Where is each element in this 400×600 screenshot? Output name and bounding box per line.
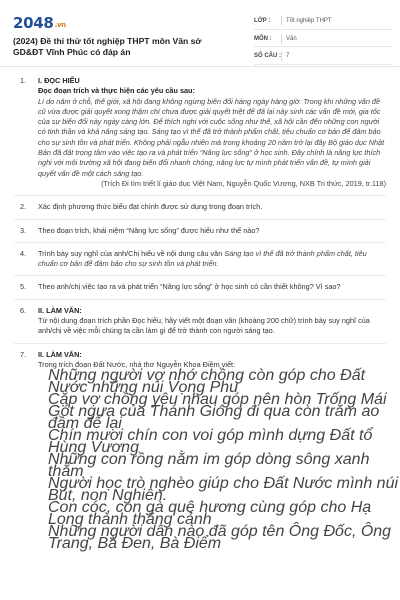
meta-separator <box>281 51 282 61</box>
section-heading: II. LÀM VĂN: <box>38 349 82 359</box>
question-7 <box>0 350 400 371</box>
question-number: 5. <box>20 282 27 292</box>
poem-line: Những người vợ nhớ chồng còn góp cho Đất Nước những núi Vọng Phu <box>48 367 366 397</box>
question-1 <box>0 76 400 189</box>
meta-separator <box>281 34 282 44</box>
question-list <box>0 76 400 600</box>
question-text-prefix: Trình bày suy nghĩ của anh/Chị hiểu về nội dung câu văn <box>38 248 225 258</box>
poem-line: Gót ngựa của Thánh Gióng đi qua còn trăm ao đầm để lại <box>48 403 380 433</box>
question-number: 2. <box>20 202 27 212</box>
meta-label: LỚP : <box>254 18 271 25</box>
question-text: Xác định phương thức biểu đạt chính được sử dụng trong đoạn trích. <box>38 202 263 212</box>
question-number: 1. <box>20 76 27 85</box>
question-number: 7. <box>20 349 27 359</box>
meta-separator <box>281 16 282 26</box>
poem-line: Cặp vợ chồng yêu nhau góp nên hòn Trống Mái <box>48 391 387 409</box>
question-3 <box>0 226 400 236</box>
meta-label: MÔN : <box>254 35 272 42</box>
divider <box>14 242 386 243</box>
poem-line: Chín mươi chín con voi góp mình dựng Đất tổ Hùng Vương <box>48 427 373 457</box>
question-2 <box>0 202 400 212</box>
divider <box>14 219 386 220</box>
meta-row-class <box>254 14 392 30</box>
section-heading: I. ĐỌC HIỂU <box>38 76 80 85</box>
site-logo[interactable] <box>13 14 66 32</box>
divider <box>14 275 386 276</box>
passage-citation: (Trích Đi tìm triết lí giáo dục Việt Nam, Nguyễn Quốc Vương, NXB Tri thức, 2019, tr.118) <box>101 178 386 188</box>
meta-value: Văn <box>286 35 297 42</box>
document-title: (2024) Đề thi thử tốt nghiệp THPT môn Văn sở GD&ĐT Vĩnh Phúc có đáp án <box>13 36 202 57</box>
divider <box>14 299 386 300</box>
meta-row-question-count <box>254 49 392 65</box>
poem-line: Những người dân nào đã góp tên Ông Đốc, Ông Trang, Bà Đen, Bà Điểm <box>48 523 392 553</box>
reading-passage: Lí do năm ở chỗ, thế giới, xã hội đang không ngừng biến đổi hàng ngày hàng giờ. Trong khi những vấn đề cũ vừa được giải quyết xong thậm chí chưa được giải quyết triệt để đã lại nảy sinh các vấn đề mới, gia tốc của sự biến đổi này ngày càng lớn. Để thích nghi với cuộc sống như thế, xã hội cần đến những con người có tinh thần và khả năng sáng tạo. Sáng tạo vì thế đã trở thành phẩm chất, tiêu chuẩn cơ bản để đảm bảo cho sự sinh tồn và phát triển. Không phải ngẫu nhiên mà trong khoảng 20 năm trở lại đây Bộ giáo dục Nhật Bản đã đặt trọng tâm vào việc tạo ra và phát triển “Năng lực sống” ở học sinh. Đây chính là năng lực thích nghi với môi trường xã hội đang biến đổi nhanh chóng, năng lực tự mình phát triển vấn đề, tự mình giải quyết vấn đề một cách sáng tạo. <box>38 96 385 178</box>
question-text: Theo đoạn trích, khái niệm “Năng lực sống” được hiểu như thế nào? <box>38 225 260 235</box>
divider <box>14 343 386 344</box>
question-text: Từ nội dung đoạn trích phần Đọc hiểu, hãy viết một đoạn văn (khoảng 200 chữ) trình bày suy nghĩ của anh/chị về việc mỗi chúng ta cần làm gì để trở thành con người sáng tạo. <box>38 316 370 336</box>
question-4 <box>0 249 400 270</box>
document-meta <box>254 14 392 67</box>
meta-row-subject <box>254 32 392 48</box>
logo-tld: .vn <box>54 21 66 29</box>
question-number: 6. <box>20 305 27 315</box>
question-5 <box>0 282 400 292</box>
quoted-sentence: Sáng tạo vì thế đã trở thành phẩm chất, tiêu chuẩn cơ bản để đảm bảo cho sự sinh tồn và phát triển. <box>38 248 367 269</box>
section-heading: II. LÀM VĂN: <box>38 305 82 315</box>
question-intro: Trong trích đoạn Đất Nước, nhà thơ Nguyễn Khoa Điềm viết: <box>38 359 236 369</box>
question-number: 4. <box>20 248 27 258</box>
poem-line: Những con rồng nằm im góp dòng sông xanh thẳm <box>48 451 370 481</box>
meta-value: Tốt nghiệp THPT <box>286 18 332 25</box>
poem-line: Người học trò nghèo giúp cho Đất Nước mình núi Bút, non Nghiên. <box>48 475 399 505</box>
question-number: 3. <box>20 225 27 235</box>
meta-label: SỐ CÂU : <box>254 53 281 60</box>
question-6 <box>0 306 400 337</box>
divider <box>14 195 386 196</box>
meta-value: 7 <box>286 53 290 60</box>
logo-text: 2048 <box>13 14 54 32</box>
poem-line: Con cóc, con gà quê hương cùng góp cho Hạ Long thành thắng cảnh <box>48 499 372 529</box>
question-text: Theo anh/chị việc tạo ra và phát triển “Năng lực sống” ở học sinh có cần thiết không? Vì sao? <box>38 282 341 292</box>
question-instruction: Đọc đoạn trích và thực hiện các yêu cầu sau: <box>38 86 195 96</box>
poem-excerpt <box>0 367 400 553</box>
question-text <box>38 249 386 270</box>
document-header <box>0 0 400 67</box>
